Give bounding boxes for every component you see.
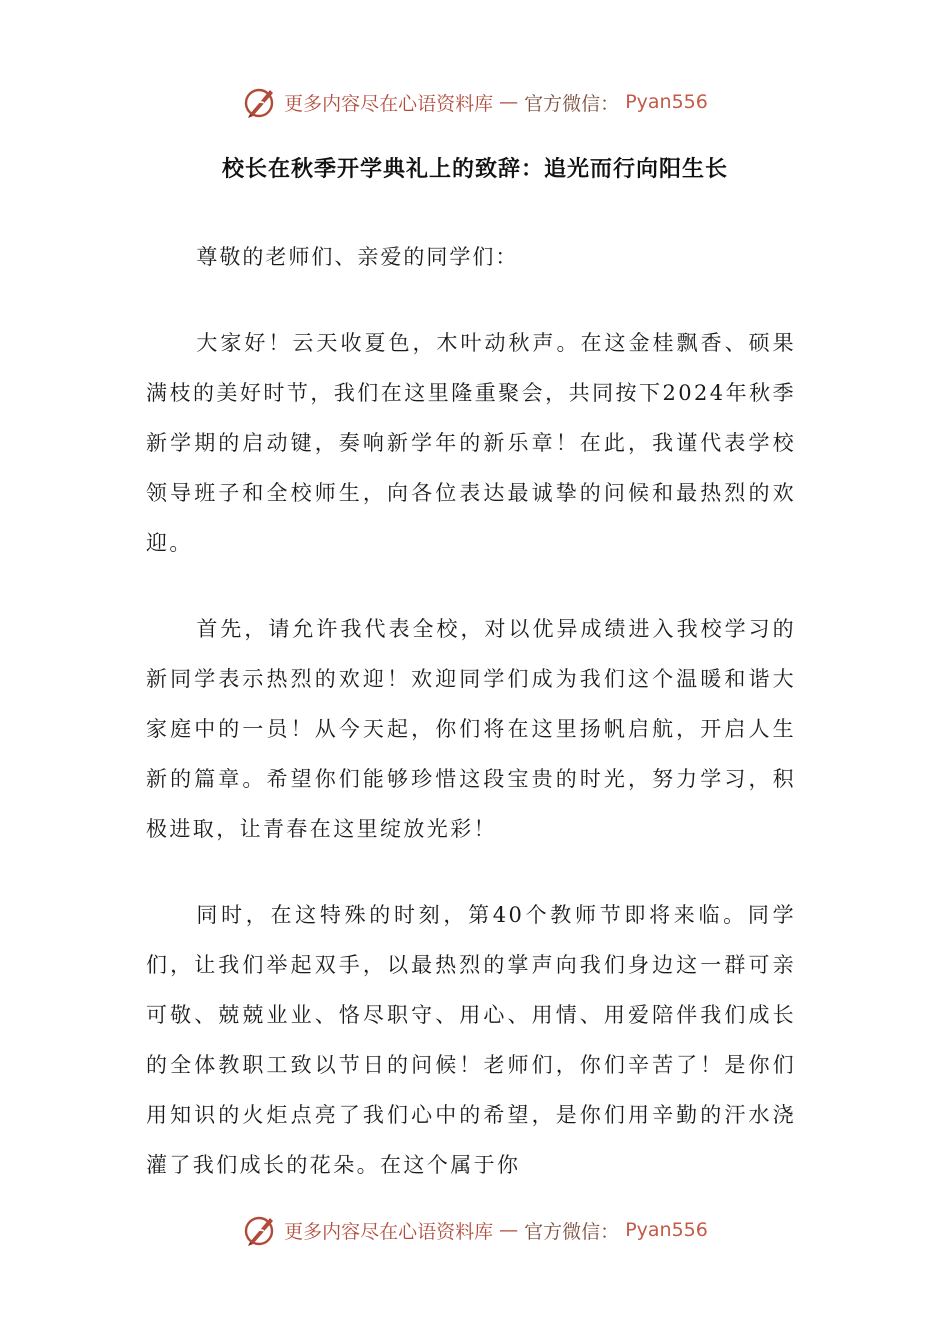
banner-separator: — xyxy=(499,1219,519,1241)
banner-text: 更多内容尽在心语资料库 xyxy=(284,92,494,115)
banner-official-label: 官方微信： xyxy=(524,1220,620,1243)
header-banner xyxy=(0,82,950,122)
banner-separator: — xyxy=(499,91,519,113)
banner-official-label: 官方微信： xyxy=(524,92,620,115)
paragraph-2: 首先，请允许我代表全校，对以优异成绩进入我校学习的新同学表示热烈的欢迎！欢迎同学们成为我们这个温暖和谐大家庭中的一员！从今天起，你们将在这里扬帆启航，开启人生新的篇章。希望你们能够珍惜这段宝贵的时光，努力学习，积极进取，让青春在这里绽放光彩！ xyxy=(146,617,796,841)
document-title: 校长在秋季开学典礼上的致辞：追光而行向阳生长 xyxy=(221,156,728,182)
banner-text: 更多内容尽在心语资料库 xyxy=(284,1220,494,1243)
footer-banner xyxy=(0,1210,950,1250)
pen-logo-icon xyxy=(242,84,278,120)
paragraph-3: 同时，在这特殊的时刻，第40个教师节即将来临。同学们，让我们举起双手，以最热烈的掌声向我们身边这一群可亲可敬、兢兢业业、恪尽职守、用心、用情、用爱陪伴我们成长的全体教职工致以节日的问候！老师们，你们辛苦了！是你们用知识的火炬点亮了我们心中的希望，是你们用辛勤的汗水浇灌了我们成长的花朵。在这个属于你 xyxy=(146,903,796,1177)
banner-wechat-id: Pyan556 xyxy=(625,91,708,113)
paragraph-1: 大家好！云天收夏色，木叶动秋声。在这金桂飘香、硕果满枝的美好时节，我们在这里隆重聚会，共同按下2024年秋季新学期的启动键，奏响新学年的新乐章！在此，我谨代表学校领导班子和全校师生，向各位表达最诚挚的问候和最热烈的欢迎。 xyxy=(146,331,796,555)
document-body xyxy=(146,232,796,1226)
banner-wechat-id: Pyan556 xyxy=(625,1219,708,1241)
pen-logo-icon xyxy=(242,1212,278,1248)
greeting: 尊敬的老师们、亲爱的同学们： xyxy=(196,245,519,269)
